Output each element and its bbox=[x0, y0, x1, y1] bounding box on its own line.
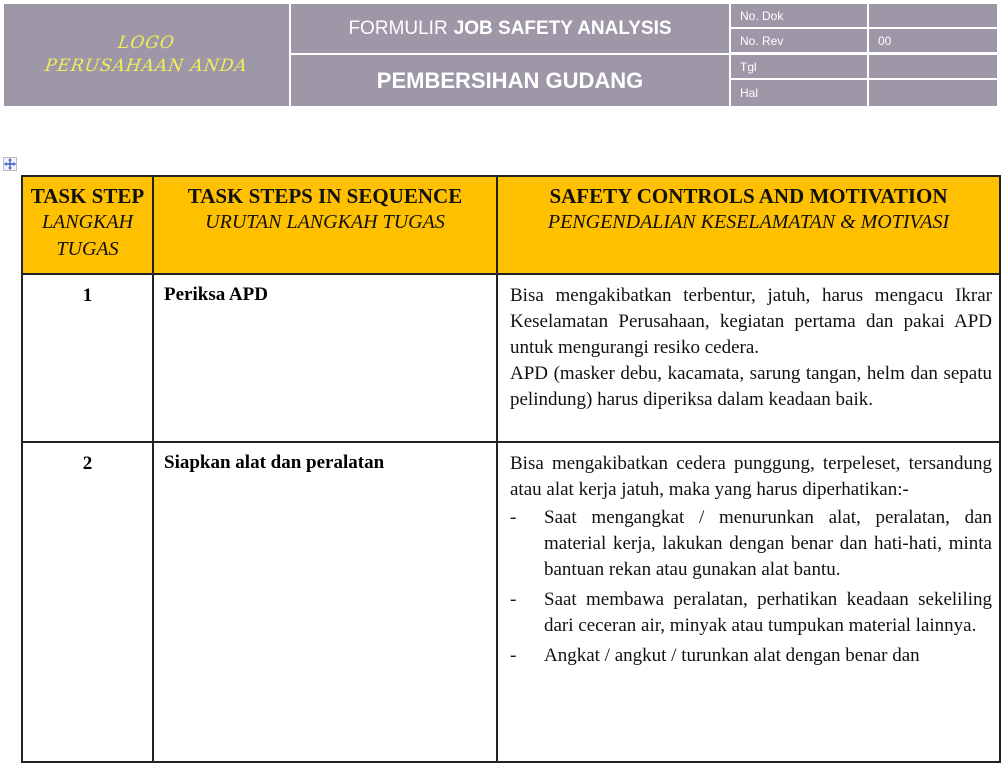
meta-label-no-rev: No. Rev bbox=[731, 29, 867, 52]
column-header-task-step: TASK STEP LANGKAH TUGAS bbox=[22, 176, 153, 274]
meta-label-tgl: Tgl bbox=[731, 55, 867, 78]
table-move-handle[interactable] bbox=[3, 157, 17, 171]
company-logo-placeholder bbox=[4, 4, 289, 106]
safety-controls[interactable] bbox=[497, 274, 1000, 442]
control-bullet: - Angkat / angkut / turunkan alat dengan benar dan bbox=[510, 643, 992, 669]
column-header-safety-controls: SAFETY CONTROLS AND MOTIVATION PENGENDALIAN KESELAMATAN & MOTIVASI bbox=[497, 176, 1000, 274]
bullet-dash: - bbox=[510, 589, 517, 610]
bullet-dash: - bbox=[510, 645, 517, 666]
form-prefix: FORMULIR bbox=[348, 17, 448, 39]
meta-label-no-dok: No. Dok bbox=[731, 4, 867, 27]
control-bullet: - Saat mengangkat / menurunkan alat, peralatan, dan material kerja, lakukan dengan benar dan hati-hati, minta bantuan rekan atau gunakan alat bantu. bbox=[510, 507, 992, 580]
meta-value-no-rev[interactable]: 00 bbox=[869, 29, 997, 52]
form-header bbox=[4, 4, 997, 106]
control-paragraph: Bisa mengakibatkan terbentur, jatuh, harus mengacu Ikrar Keselamatan Perusahaan, kegiatan pertama dan pakai APD untuk mengurangi resiko cedera. bbox=[510, 285, 992, 358]
table-header-row bbox=[22, 176, 1000, 274]
control-intro: Bisa mengakibatkan cedera punggung, terpeleset, tersandung atau alat kerja jatuh, maka yang harus diperhatikan:- bbox=[510, 453, 992, 500]
bullet-dash: - bbox=[510, 507, 517, 528]
step-description[interactable]: Siapkan alat dan peralatan bbox=[153, 442, 497, 762]
logo-line-1: LOGO bbox=[116, 33, 177, 53]
step-description[interactable]: Periksa APD bbox=[153, 274, 497, 442]
job-title: PEMBERSIHAN GUDANG bbox=[291, 55, 729, 106]
step-number[interactable]: 1 bbox=[22, 274, 153, 442]
move-arrows-icon bbox=[4, 158, 16, 170]
meta-value-hal[interactable] bbox=[869, 80, 997, 106]
table-row bbox=[22, 442, 1000, 762]
form-title bbox=[291, 4, 729, 53]
meta-value-no-dok[interactable] bbox=[869, 4, 997, 27]
control-paragraph: APD (masker debu, kacamata, sarung tangan, helm dan sepatu pelindung) harus diperiksa dalam keadaan baik. bbox=[510, 363, 992, 410]
logo-line-2: PERUSAHAAN ANDA bbox=[43, 56, 250, 76]
control-bullet-list bbox=[510, 505, 992, 669]
jsa-table bbox=[21, 175, 1001, 763]
form-title-text: JOB SAFETY ANALYSIS bbox=[453, 17, 672, 39]
column-header-sequence: TASK STEPS IN SEQUENCE URUTAN LANGKAH TUGAS bbox=[153, 176, 497, 274]
step-number[interactable]: 2 bbox=[22, 442, 153, 762]
safety-controls[interactable] bbox=[497, 442, 1000, 762]
meta-label-hal: Hal bbox=[731, 80, 867, 106]
control-bullet: - Saat membawa peralatan, perhatikan keadaan sekeliling dari ceceran air, minyak atau tumpukan material lainnya. bbox=[510, 589, 992, 636]
meta-value-tgl[interactable] bbox=[869, 55, 997, 78]
table-row bbox=[22, 274, 1000, 442]
